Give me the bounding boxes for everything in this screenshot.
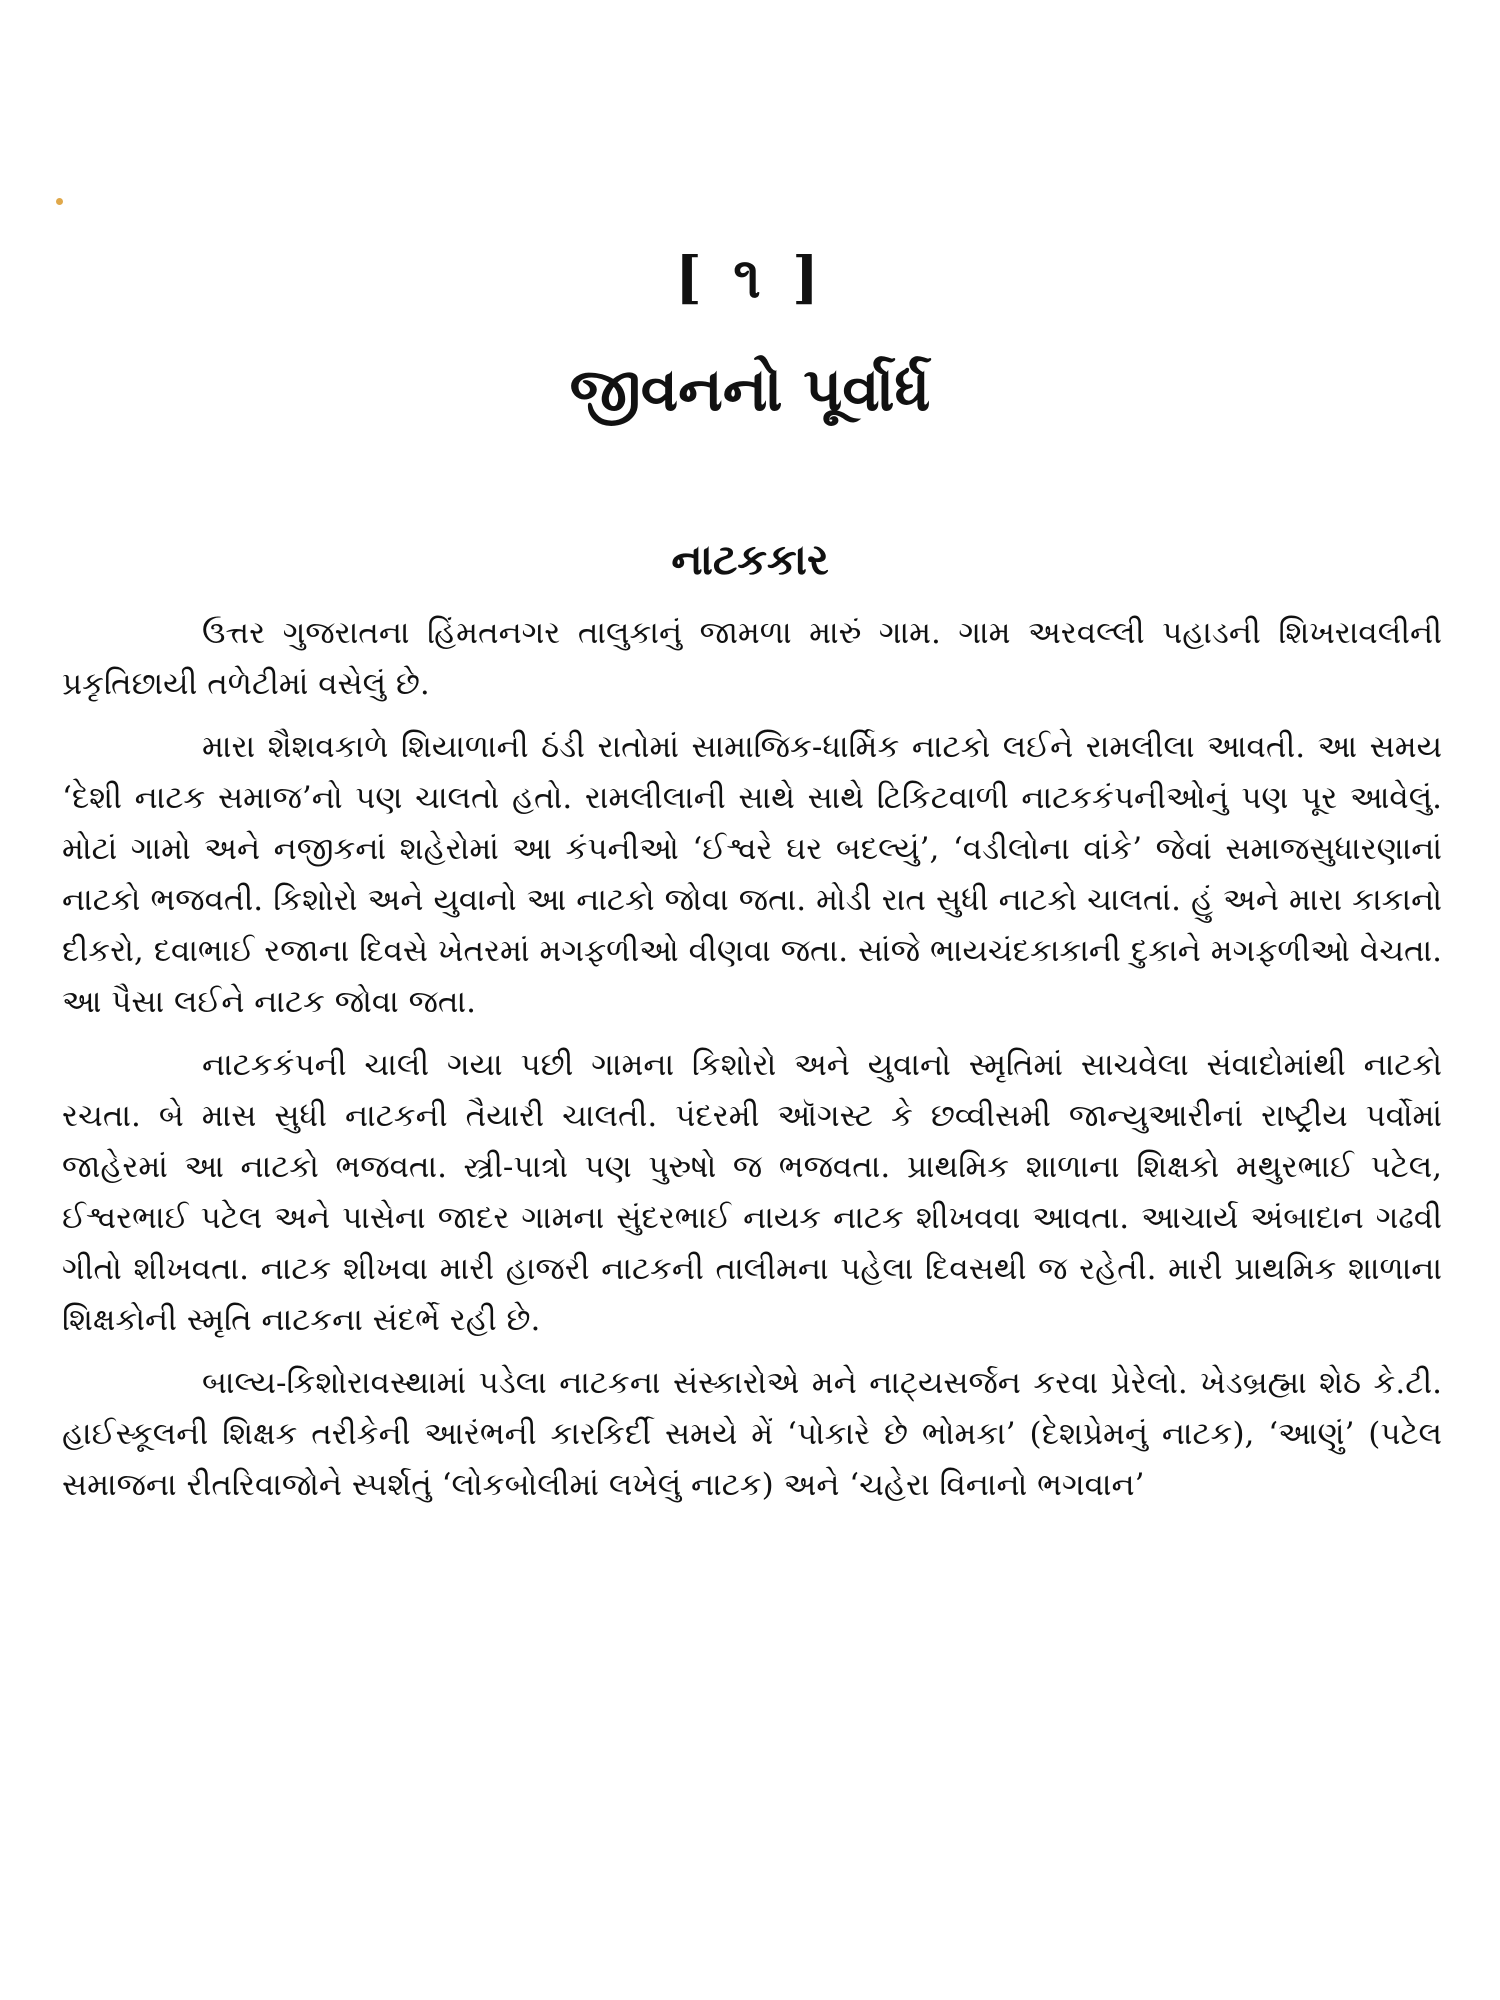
chapter-title: જીવનનો પૂર્વાર્ધ	[569, 355, 931, 425]
section-title: નાટકકાર	[671, 535, 829, 584]
chapter-number: [ ૧ ]	[675, 245, 825, 311]
body-text	[62, 608, 1442, 1523]
paragraph: મારા શૈશવકાળે શિયાળાની ઠંડી રાતોમાં સામાજિક-ધાર્મિક નાટકો લઈને રામલીલા આવતી. આ સમય ‘દેશી નાટક સમાજ’નો પણ ચાલતો હતો. રામલીલાની સાથે સાથે ટિકિટવાળી નાટકકંપનીઓનું પણ પૂર આવેલું. મોટાં ગામો અને નજીકનાં શહેરોમાં આ કંપનીઓ ‘ઈશ્વરે ઘર બદલ્યું’, ‘વડીલોના વાંકે’ જેવાં સમાજસુધારણાનાં નાટકો ભજવતી. કિશોરો અને યુવાનો આ નાટકો જોવા જતા. મોડી રાત સુધી નાટકો ચાલતાં. હું અને મારા કાકાનો દીકરો, દવાભાઈ રજાના દિવસે ખેતરમાં મગફળીઓ વીણવા જતા. સાંજે ભાયચંદકાકાની દુકાને મગફળીઓ વેચતા. આ પૈસા લઈને નાટક જોવા જતા.	[62, 729, 1442, 1020]
paragraph: બાલ્ય-કિશોરાવસ્થામાં પડેલા નાટકના સંસ્કારોએ મને નાટ્યસર્જન કરવા પ્રેરેલો. ખેડબ્રહ્મા શેઠ કે.ટી. હાઈસ્કૂલની શિક્ષક તરીકેની આરંભની કારકિર્દી સમયે મેં ‘પોકારે છે ભોમકા’ (દેશપ્રેમનું નાટક), ‘આણું’ (પટેલ સમાજના રીતરિવાજોને સ્પર્શતું ‘લોકબોલીમાં લખેલું નાટક) અને ‘ચહેરા વિનાનો ભગવાન’	[62, 1365, 1442, 1503]
paragraph: ઉત્તર ગુજરાતના હિંમતનગર તાલુકાનું જામળા મારું ગામ. ગામ અરવલ્લી પહાડની શિખરાવલીની પ્રકૃતિછાયી તળેટીમાં વસેલું છે.	[62, 615, 1442, 702]
paragraph: નાટકકંપની ચાલી ગયા પછી ગામના કિશોરો અને યુવાનો સ્મૃતિમાં સાચવેલા સંવાદોમાંથી નાટકો રચતા. બે માસ સુધી નાટકની તૈયારી ચાલતી. પંદરમી ઑગસ્ટ કે છવ્વીસમી જાન્યુઆરીનાં રાષ્ટ્રીય પર્વોમાં જાહેરમાં આ નાટકો ભજવતા. સ્ત્રી-પાત્રો પણ પુરુષો જ ભજવતા. પ્રાથમિક શાળાના શિક્ષકો મથુરભાઈ પટેલ, ઈશ્વરભાઈ પટેલ અને પાસેના જાદર ગામના સુંદરભાઈ નાયક નાટક શીખવવા આવતા. આચાર્ય અંબાદાન ગઢવી ગીતો શીખવતા. નાટક શીખવા મારી હાજરી નાટકની તાલીમના પહેલા દિવસથી જ રહેતી. મારી પ્રાથમિક શાળાના શિક્ષકોની સ્મૃતિ નાટકના સંદર્ભે રહી છે.	[62, 1047, 1442, 1338]
ink-speck	[56, 198, 63, 205]
